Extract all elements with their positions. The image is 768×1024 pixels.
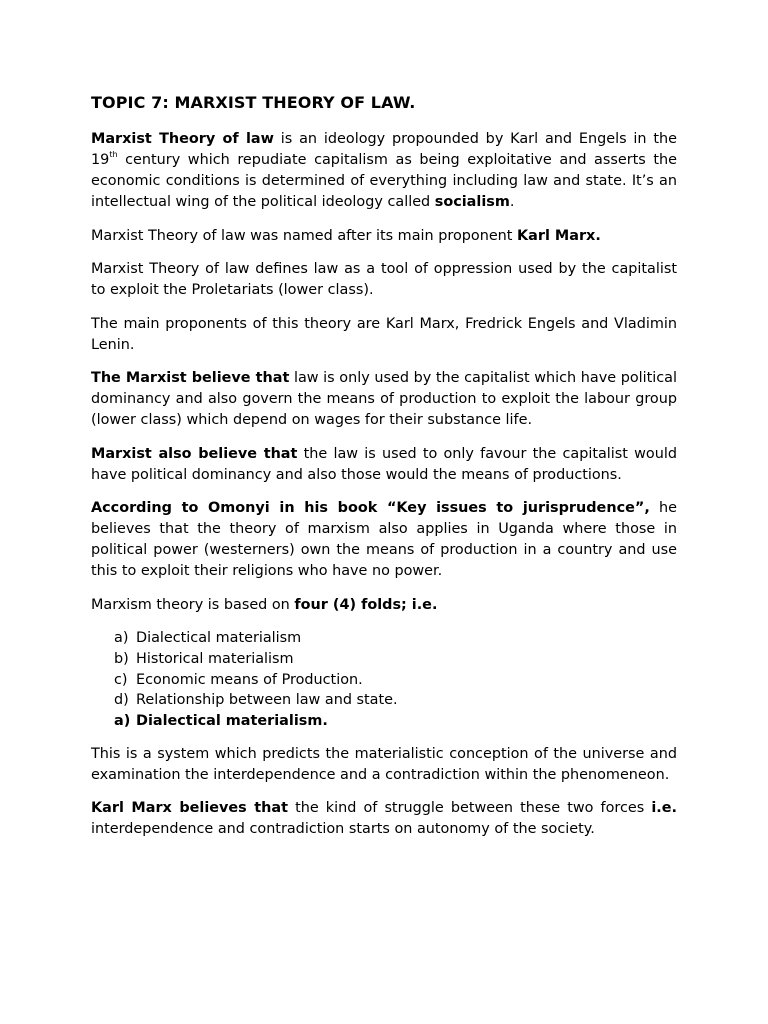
list-item bbox=[114, 670, 677, 691]
paragraph-text: century which repudiate capitalism as being exploitative and asserts the economic conditions is determined of everything including law and state. It’s an intellectual wing of the political ideology called bbox=[91, 152, 677, 210]
bold-term: i.e. bbox=[651, 800, 677, 817]
list-item-text: Historical materialism bbox=[136, 650, 294, 667]
list-item bbox=[114, 649, 677, 670]
paragraph-omonyi bbox=[91, 498, 677, 582]
paragraph-text: the kind of struggle between these two forces bbox=[288, 800, 652, 817]
paragraph-text: . bbox=[509, 194, 515, 210]
paragraph-karl-marx-belief bbox=[91, 798, 677, 840]
bold-term: According to Omonyi in his book “Key issues to jurisprudence”, bbox=[91, 500, 650, 516]
paragraph-text: Marxist Theory of law was named after its main proponent bbox=[91, 227, 518, 244]
bold-term: Karl Marx. bbox=[517, 227, 601, 244]
superscript: th bbox=[109, 150, 118, 160]
paragraph-proponent bbox=[91, 226, 677, 247]
section-subheading bbox=[114, 711, 677, 732]
list-item-text: Relationship between law and state. bbox=[136, 692, 398, 709]
list-item bbox=[114, 628, 677, 649]
paragraph-text: he believes that the theory of marxism also applies in Uganda where those in political power (westerners) own the means of production in a country and use this to exploit their religions who have no power. bbox=[91, 500, 677, 579]
paragraph-text: the law is used to only favour the capitalist would have political dominancy and also those would the means of productions. bbox=[91, 445, 677, 483]
folds-list bbox=[91, 628, 677, 732]
list-item-text: Dialectical materialism bbox=[136, 630, 302, 646]
topic-title: TOPIC 7: MARXIST THEORY OF LAW. bbox=[91, 93, 416, 112]
paragraph-definition bbox=[91, 129, 677, 213]
bold-term: socialism bbox=[434, 194, 510, 210]
subheading-text: Dialectical materialism. bbox=[136, 713, 328, 730]
paragraph-marxist-belief bbox=[91, 368, 677, 431]
bold-term: Marxist also believe that bbox=[91, 445, 298, 462]
paragraph-marxist-also-belief bbox=[91, 444, 677, 486]
paragraph-folds-intro bbox=[91, 595, 677, 616]
bold-term: Karl Marx believes that bbox=[91, 800, 288, 817]
list-item bbox=[114, 690, 677, 711]
paragraph-dialectical: This is a system which predicts the materialistic conception of the universe and examination the interdependence and a contradiction within the phenomeneon. bbox=[91, 745, 677, 783]
list-marker: b) bbox=[114, 650, 129, 667]
paragraph-proponents: The main proponents of this theory are Karl Marx, Fredrick Engels and Vladimin Lenin. bbox=[91, 315, 677, 353]
paragraph-text: interdependence and contradiction starts on autonomy of the society. bbox=[91, 821, 595, 838]
paragraph-text: Marxism theory is based on bbox=[91, 596, 295, 613]
list-marker: a) bbox=[114, 713, 131, 730]
list-marker: c) bbox=[114, 671, 128, 688]
list-item-text: Economic means of Production. bbox=[136, 671, 363, 688]
paragraph-text: is an ideology propounded by Karl and Engels in the 19 bbox=[91, 131, 678, 168]
paragraph-text: law is only used by the capitalist which have political dominancy and also govern the means of production to exploit the labour group (lower class) which depend on wages for their substance life. bbox=[91, 370, 677, 428]
bold-term: four (4) folds; i.e. bbox=[294, 596, 438, 613]
bold-term: Marxist Theory of law bbox=[91, 131, 274, 147]
list-marker: a) bbox=[114, 630, 129, 646]
bold-term: The Marxist believe that bbox=[91, 370, 290, 386]
list-marker: d) bbox=[114, 692, 129, 709]
paragraph-law-definition: Marxist Theory of law defines law as a tool of oppression used by the capitalist to exploit the Proletariats (lower class). bbox=[91, 261, 677, 298]
